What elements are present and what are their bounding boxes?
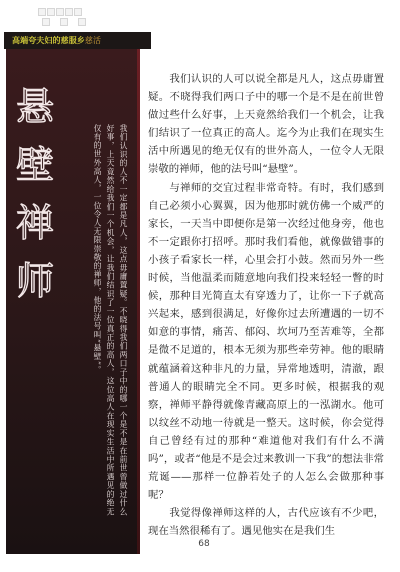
chapter-title — [12, 78, 58, 310]
header-decoration — [38, 6, 108, 32]
page-number: 68 — [198, 539, 210, 549]
chapter-blurb: 我们认识的人不一定都是凡人，这点毋庸置疑。不晓得我们两口子中的哪一个是不是在前世曾做过什么好事，上天竟然给我们一个机会，让我们结识了一位真正的高人，这位高人在现实生活中所遇见的绝无仅有的世外高人，一位令人无限崇敬的禅师，他的法号叫“悬壁”。 — [93, 124, 128, 516]
chapter-title-char: 禅 — [15, 201, 54, 245]
body-paragraph: 我们认识的人可以说全都是凡人，这点毋庸置疑。不晓得我们两口子中的哪一个是不是在前世曾做过些什么好事，上天竟然给我们一个机会，让我们结识了一位真正的高人。迄今为止我们在现实生活中所遇见的绝无仅有的世外高人，一位令人无限崇敬的禅师，他的法号叫“悬壁”。 — [148, 73, 384, 176]
body-paragraph: 我觉得像禅师这样的人，古代应该有不少吧，现在当然很稀有了。遇见他实在是我们生 — [148, 507, 384, 538]
body-text — [148, 70, 384, 540]
running-header-title: 高端夸夫妇的慈服乡 — [12, 36, 85, 45]
running-header — [12, 34, 182, 48]
chapter-title-char: 壁 — [15, 143, 54, 187]
sidebar-edge — [137, 49, 140, 554]
body-paragraph: 与禅师的交宜过程非常奇特。有时，我们感到自己必须小心翼翼，因为他那时就仿佛一个威严的家长，一天当中即便你是第一次经过他身旁，他也不一定跟你打招呼。那时我们看他，就像做错事的小孩子看家长一样，心里会打小鼓。然而另外一些时候，当他温柔而随意地向我们投来轻轻一瞥的时候，那种目光简直太有穿透力了，让你一下子就高兴起来，感到很满足，好像你过去所遭遇的一切不如意的事情，痛苦、郁闷、坎坷乃至苦难等，全都是微不足道的，根本无须为那些牵劳神。他的眼睛就蕴涵着这种非凡的力量，异常地透明，清澈，跟普通人的眼睛完全不同。更多时候，根据我的观察，禅师平静得就像青藏高原上的一泓湖水。他可以纹丝不动地一待就是一整天。这时候，你会觉得自己曾经有过的那种“难道他对我们有什么不满吗”，或者“他是不是会过来教训一下我”的想法非常荒诞——那样一位静若处子的人怎么会做那种事呢？ — [148, 181, 384, 502]
chapter-title-char: 悬 — [15, 85, 54, 129]
chapter-title-char: 师 — [15, 259, 54, 303]
running-header-accent: 慈活 — [84, 36, 102, 45]
